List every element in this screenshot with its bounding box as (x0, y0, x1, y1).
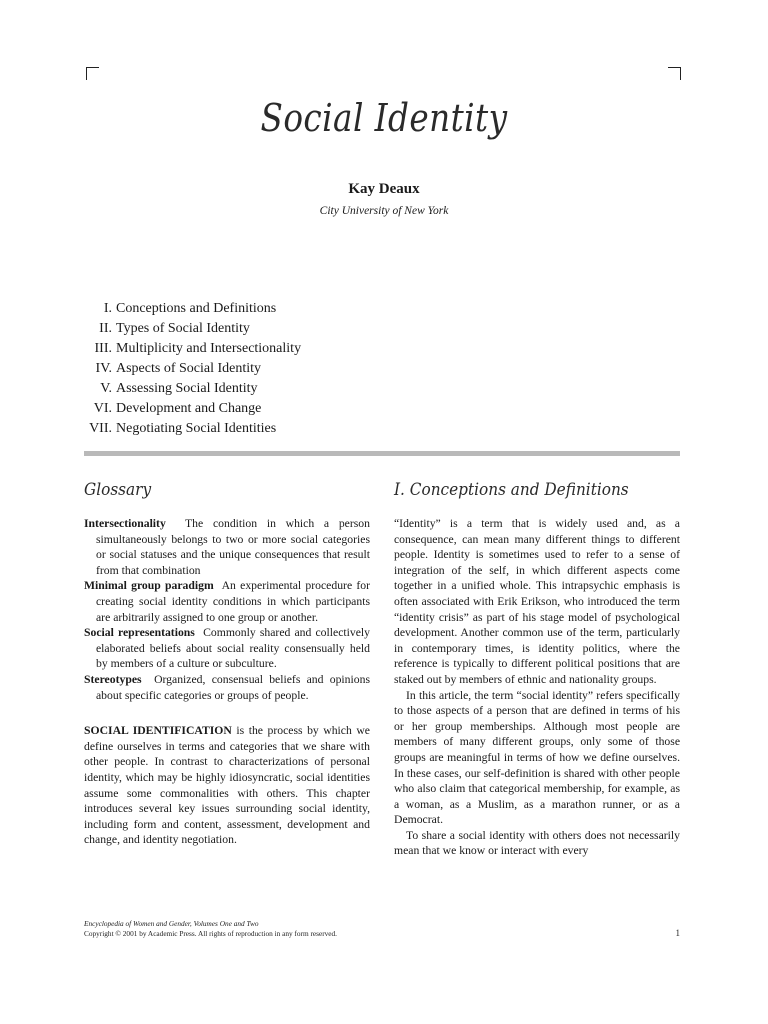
toc-number: IV. (95, 361, 112, 376)
author-affiliation: City University of New York (319, 205, 449, 217)
toc-label: Negotiating Social Identities (116, 421, 277, 436)
toc-item (84, 359, 301, 379)
body-paragraph: In this article, the term “social identity” refers specifically to those aspects of a person that are defined in terms of his or her group memberships. Although most people are members of many different groups, only some of those groups are meaningful in terms of how we define ourselves. In these cases, our self-definition is shared with other people who also claim that categorical membership, for example, as a woman, as a Muslim, as a marathon runner, or as a Democrat. (394, 688, 680, 827)
glossary-term: Minimal group paradigm (84, 579, 214, 593)
toc-number: VII. (89, 421, 112, 436)
glossary-term: Stereotypes (84, 672, 142, 686)
page-number: 1 (675, 928, 680, 938)
glossary-definition: Commonly shared and collectively elaborated beliefs about social reality consensually held by members of a culture or subculture. (96, 626, 371, 671)
toc-label: Conceptions and Definitions (116, 301, 277, 316)
footer-source: Encyclopedia of Women and Gender, Volumes One and Two (84, 919, 259, 928)
body-paragraph: “Identity” is a term that is widely used and, as a consequence, can mean many different things to different people. Identity is sometimes used to refer to a sense of integration of the self, in which different aspects come together in a unified whole. This intrapsychic emphasis is often associated with Erik Erikson, who introduced the term “identity crisis” as part of his stage model of psychological development. Another common use of the term, particularly in contemporary times, is identity politics, where the reference is typically to different political positions that are staked out by members of ethnic and nationality groups. (394, 517, 680, 686)
right-column (394, 478, 680, 859)
intro-paragraph (84, 723, 370, 848)
left-column (84, 478, 370, 848)
toc-item (84, 419, 301, 439)
footer-copyright: Copyright © 2001 by Academic Press. All rights of reproduction in any form reserved. (84, 928, 337, 938)
section-divider (84, 451, 680, 456)
toc-label: Assessing Social Identity (116, 381, 258, 396)
article-title: Social Identity (260, 96, 508, 140)
author-name: Kay Deaux (348, 181, 420, 197)
table-of-contents (84, 299, 301, 439)
glossary-entry (84, 578, 370, 625)
glossary-entry (84, 516, 370, 578)
glossary-term: Social representations (84, 626, 195, 640)
body-paragraph: To share a social identity with others does not necessarily mean that we know or interact with every (394, 828, 680, 858)
glossary-definition: An experimental procedure for creating social identity conditions in which participants are arbitrarily assigned to one group or another. (96, 579, 371, 624)
crop-mark-top-left (86, 67, 99, 80)
glossary-definition: The condition in which a person simultaneously belongs to two or more social categories or social statuses and the unique consequences that result from that combination (96, 517, 370, 577)
glossary-entry (84, 625, 370, 672)
glossary-list (84, 516, 370, 703)
intro-text: is the process by which we define ourselves in terms and categories that we share with other people. In contrast to characterizations of personal identity, which may be highly idiosyncratic, social identities assume some commonalities with others. This chapter introduces several key issues surrounding social identity, including form and content, assessment, development and change, and identity negotiation. (84, 724, 370, 847)
toc-label: Aspects of Social Identity (116, 361, 262, 376)
page-footer (84, 919, 680, 938)
toc-number: VI. (93, 401, 112, 416)
section-heading: I. Conceptions and Definitions (394, 480, 629, 500)
toc-number: II. (99, 321, 112, 336)
intro-lead-term: SOCIAL IDENTIFICATION (84, 724, 232, 738)
toc-number: V. (100, 381, 112, 396)
toc-item (84, 399, 301, 419)
toc-item (84, 319, 301, 339)
crop-mark-top-right (668, 67, 681, 80)
toc-number: III. (94, 341, 112, 356)
toc-label: Development and Change (116, 401, 262, 416)
glossary-term: Intersectionality (84, 517, 166, 530)
toc-label: Types of Social Identity (116, 321, 250, 336)
toc-number: I. (103, 301, 112, 316)
toc-item (84, 299, 301, 319)
glossary-definition: Organized, consensual beliefs and opinions about specific categories or groups of people. (96, 672, 370, 702)
toc-item (84, 379, 301, 399)
toc-item (84, 339, 301, 359)
glossary-entry (84, 672, 370, 703)
toc-label: Multiplicity and Intersectionality (116, 341, 302, 356)
glossary-heading: Glossary (84, 480, 152, 500)
